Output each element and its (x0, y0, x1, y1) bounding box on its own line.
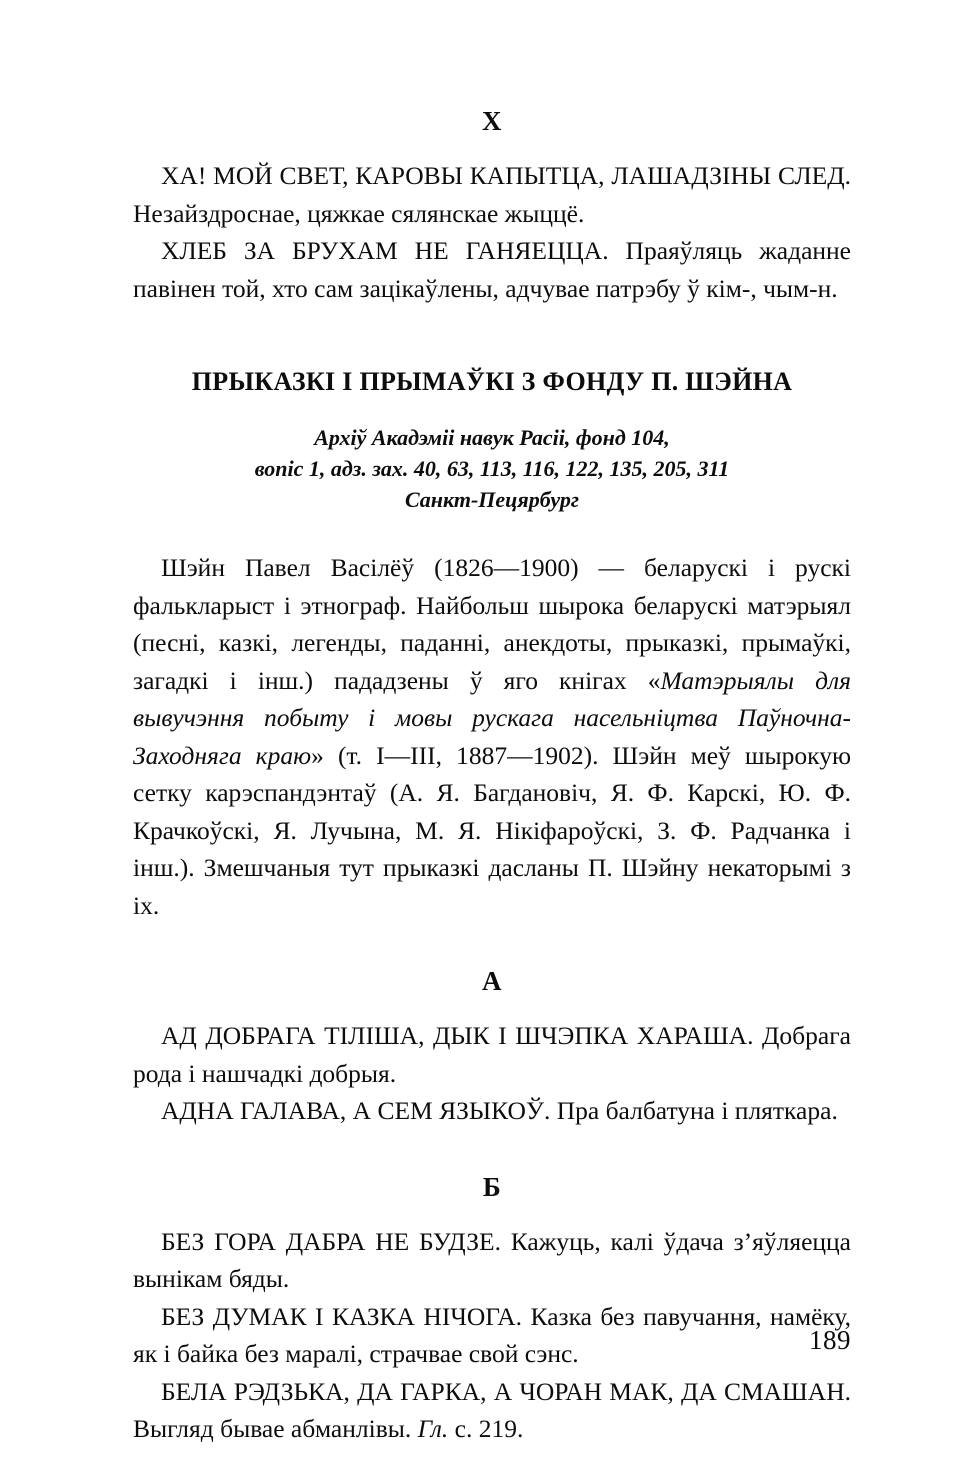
proverb-gloss: Добрага рода і нашчадкі добрыя. (133, 1021, 851, 1088)
proverb-headword: ХЛЕБ ЗА БРУХАМ НЕ ГАНЯЕЦЦА. (161, 236, 609, 265)
proverb-gloss: Незайздроснае, цяжкае сялянскае жыццё. (133, 198, 585, 228)
proverb-entry (133, 1092, 851, 1130)
biography-text-part1: Шэйн Павел Васілёў (1826—1900) — беларускі і рускі фалькларыст і этнограф. Найбольш шырока беларускі матэрыял (песні, казкі, легенды, паданні, анекдоты, прыказкі, прымаўкі, загадкі і інш.) пададзены ў яго кнігах « (133, 553, 851, 695)
cross-reference-page: с. 219. (448, 1414, 524, 1443)
proverb-entry (133, 1298, 851, 1373)
entry-list-a (133, 1017, 851, 1130)
proverb-headword: ХА! МОЙ СВЕТ, КАРОВЫ КАПЫТЦА, ЛАШАДЗІНЫ СЛЕД. (161, 161, 851, 190)
proverb-entry (133, 157, 851, 232)
proverb-entry (133, 1223, 851, 1298)
entry-list-x (133, 157, 851, 307)
page-number: 189 (809, 1325, 851, 1355)
proverb-gloss: Выгляд бывае абманлівы. (133, 1414, 412, 1443)
source-line: вопіс 1, адз. зах. 40, 63, 113, 116, 122, 135, 205, 311 (254, 456, 730, 481)
letter-heading-b: Б (482, 1171, 502, 1202)
proverb-headword: БЕЗ ДУМАК І КАЗКА НІЧОГА. (161, 1301, 523, 1331)
entry-list-b (133, 1223, 851, 1448)
book-title: Матэрыялы для вывучэння побыту і мовы рускага насельніцтва Паўночна-Заходняга краю (133, 665, 851, 770)
proverb-headword: БЕЗ ГОРА ДАБРА НЕ БУДЗЕ. (161, 1226, 501, 1256)
proverb-gloss: Праяўляць жаданне павінен той, хто сам зацікаўлены, адчувае патрэбу ў кім-, чым-н. (133, 236, 851, 303)
letter-heading-a: А (482, 966, 502, 996)
proverb-entry (133, 1017, 851, 1092)
proverb-entry (133, 232, 851, 307)
proverb-headword: БЕЛА РЭДЗЬКА, ДА ГАРКА, А ЧОРАН МАК, ДА СМАШАН. (161, 1376, 851, 1406)
source-line: Архіў Акадэміі навук Расіі, фонд 104, (314, 425, 670, 450)
page-text-block (133, 0, 851, 1477)
biography-text-part2: » (т. І—ІІІ, 1887—1902). Шэйн меў шырокую сетку карэспандэнтаў (А. Я. Багдановіч, Я. Ф. Карскі, Ю. Ф. Крачкоўскі, Я. Лучына, М. Я. Нікіфароўскі, З. Ф. Радчанка і інш.). Змешчаныя тут прыказкі дасланы П. Шэйну некаторымі з іх. (133, 740, 851, 920)
proverb-headword: АД ДОБРАГА ТІЛІША, ДЫК І ШЧЭПКА ХАРАША. (161, 1021, 754, 1050)
proverb-entry (133, 1373, 851, 1448)
biography-paragraph (133, 549, 851, 924)
proverb-gloss: Казка без павучання, намёку, як і байка без маралі, страчвае свой сэнс. (133, 1301, 852, 1368)
source-line: Санкт-Пецярбург (404, 487, 580, 512)
collection-title: ПРЫКАЗКІ І ПРЫМАЎКІ З ФОНДУ П. ШЭЙНА (191, 367, 793, 396)
cross-reference-marker: Гл. (417, 1414, 449, 1443)
proverb-gloss: Кажуць, калі ўдача з’яўляецца вынікам бяды. (133, 1226, 851, 1293)
proverb-headword: АДНА ГАЛАВА, А СЕМ ЯЗЫКОЎ. (161, 1096, 551, 1125)
proverb-gloss: Пра балбатуна і пляткара. (556, 1096, 838, 1125)
letter-heading-x: Х (482, 106, 502, 136)
collection-source (133, 422, 851, 515)
